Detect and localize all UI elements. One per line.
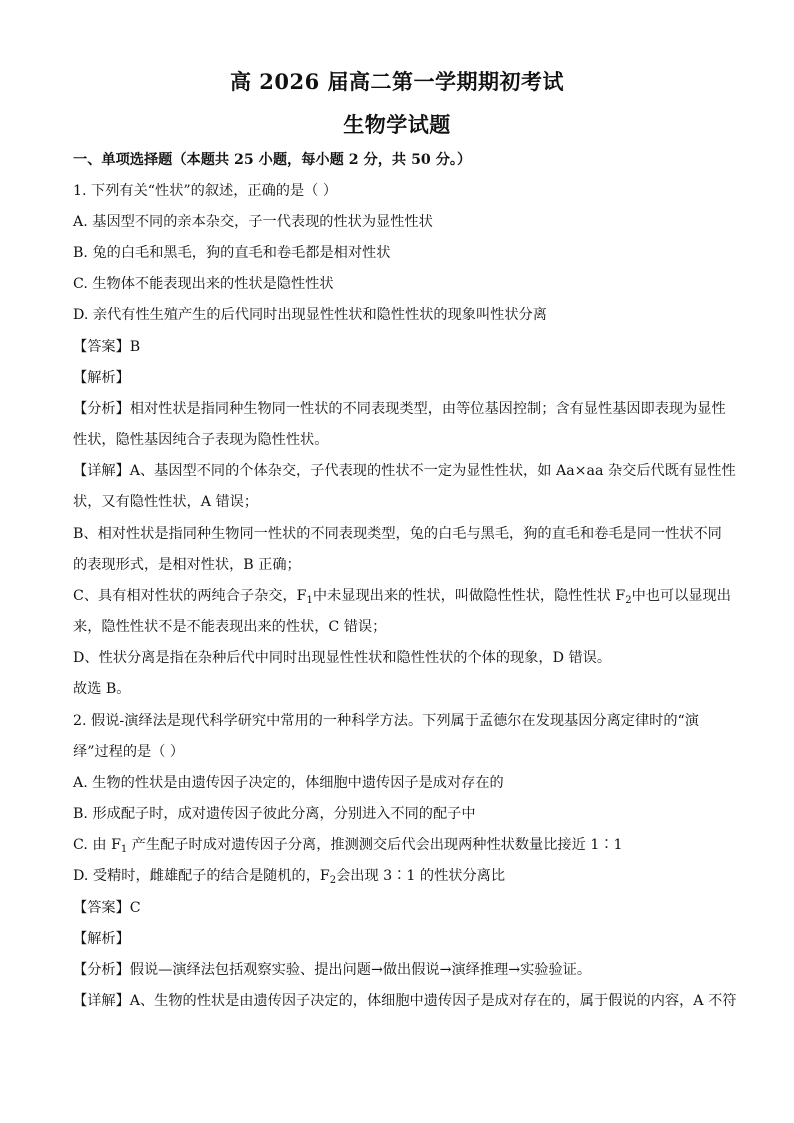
q2-option-c-text-b: 产生配子时成对遗传因子分离，推测测交后代会出现两种性状数量比接近 1∶1 bbox=[127, 837, 623, 853]
subscript: 1 bbox=[306, 595, 313, 606]
q1-c-text-a: C、具有相对性状的两纯合子杂交，F bbox=[73, 588, 307, 604]
q2-option-d bbox=[73, 866, 723, 891]
q1-xiangjie-line2: 状，又有隐性性状，A 错误； bbox=[73, 494, 259, 510]
q2-option-c bbox=[73, 835, 723, 860]
q2-analysis-label: 【解析】 bbox=[73, 931, 130, 947]
q1-conclusion: 故选 B。 bbox=[73, 681, 131, 697]
q1-c-text-c: 中也可以显现出 bbox=[631, 588, 731, 604]
subscript: 2 bbox=[625, 595, 632, 606]
q1-option-a: A. 基因型不同的亲本杂交，子一代表现的性状为显性性状 bbox=[73, 214, 433, 230]
q1-c-text-b: 中未显现出来的性状，叫做隐性性状，隐性性状 F bbox=[312, 588, 626, 604]
q2-xiangjie-line1: 【详解】A、生物的性状是由遗传因子决定的，体细胞中遗传因子是成对存在的，属于假说的内容，A 不符 bbox=[73, 993, 737, 1009]
q2-option-a: A. 生物的性状是由遗传因子决定的，体细胞中遗传因子是成对存在的 bbox=[73, 775, 504, 791]
q2-option-d-text-a: D. 受精时，雌雄配子的结合是随机的，F bbox=[73, 868, 330, 884]
q2-option-d-text-b: 会出现 3∶1 的性状分离比 bbox=[336, 868, 506, 884]
q2-stem-line1: 2. 假说-演绎法是现代科学研究中常用的一种科学方法。下列属于孟德尔在发现基因分离定律时的“演 bbox=[73, 713, 699, 729]
q2-fenxi: 【分析】假说—演绎法包括观察实验、提出问题→做出假说→演绎推理→实验验证。 bbox=[73, 962, 592, 978]
q1-answer: 【答案】B bbox=[73, 339, 141, 355]
subject-title: 生物学试题 bbox=[343, 112, 451, 137]
section-heading: 一、单项选择题（本题共 25 小题，每小题 2 分，共 50 分。） bbox=[73, 152, 472, 168]
q1-c-line2: 来，隐性性状不是不能表现出来的性状，C 错误； bbox=[73, 619, 387, 635]
subscript: 2 bbox=[329, 875, 337, 886]
q2-stem-line2: 绎”过程的是（ ） bbox=[73, 744, 185, 760]
q1-stem: 1. 下列有关“性状”的叙述，正确的是（ ） bbox=[73, 183, 338, 199]
q1-option-b: B. 兔的白毛和黑毛，狗的直毛和卷毛都是相对性状 bbox=[73, 245, 391, 261]
q2-option-b: B. 形成配子时，成对遗传因子彼此分离，分别进入不同的配子中 bbox=[73, 806, 476, 822]
q1-xiangjie-line1: 【详解】A、基因型不同的个体杂交，子代表现的性状不一定为显性性状，如 Aa×aa 杂交后代既有显性性 bbox=[73, 463, 736, 479]
subscript: 1 bbox=[120, 844, 128, 855]
q1-c-line1 bbox=[73, 586, 731, 611]
q1-analysis-label: 【解析】 bbox=[73, 370, 130, 386]
q1-option-c: C. 生物体不能表现出来的性状是隐性性状 bbox=[73, 276, 334, 292]
q2-answer: 【答案】C bbox=[73, 900, 141, 916]
q2-option-c-text-a: C. 由 F bbox=[73, 837, 121, 853]
q1-b-line2: 的表现形式，是相对性状，B 正确； bbox=[73, 557, 301, 573]
q1-b-line1: B、相对性状是指同种生物同一性状的不同表现类型，兔的白毛与黑毛，狗的直毛和卷毛是同一性状不同 bbox=[73, 526, 722, 542]
q1-fenxi-line2: 性状，隐性基因纯合子表现为隐性性状。 bbox=[73, 432, 329, 448]
q1-d-line1: D、性状分离是指在杂种后代中同时出现显性性状和隐性性状的个体的现象，D 错误。 bbox=[73, 650, 612, 666]
exam-title: 高 2026 届高二第一学期期初考试 bbox=[229, 69, 565, 94]
q1-fenxi-line1: 【分析】相对性状是指同种生物同一性状的不同表现类型，由等位基因控制；含有显性基因即表现为显性 bbox=[73, 401, 726, 417]
q1-option-d: D. 亲代有性生殖产生的后代同时出现显性性状和隐性性状的现象叫性状分离 bbox=[73, 307, 547, 323]
